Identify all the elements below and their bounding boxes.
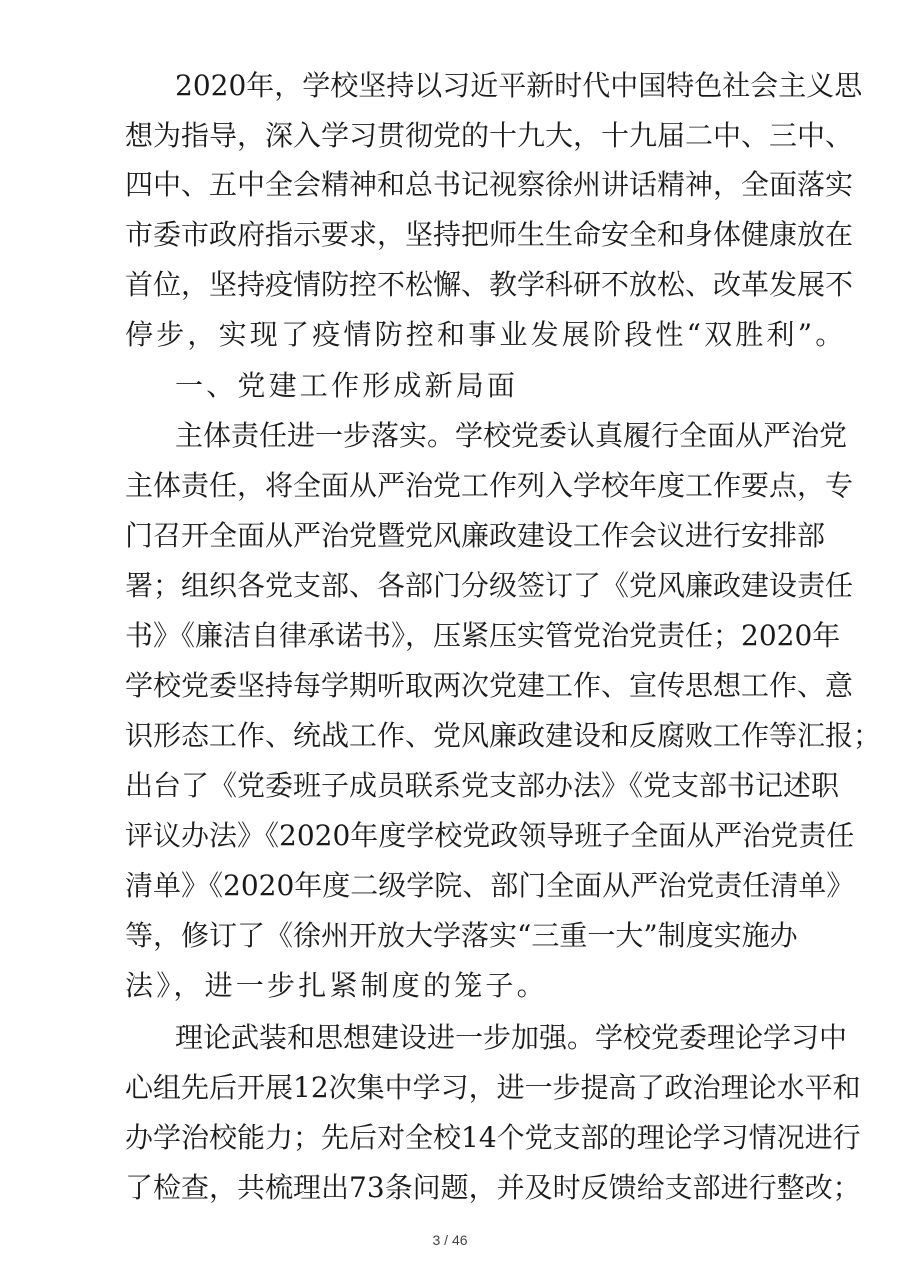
section-heading: 一、党建工作形成新局面	[175, 369, 519, 402]
paragraph-line: 等，修订了《徐州开放大学落实“三重一大”制度实施办	[125, 919, 798, 952]
paragraph-line: 心组先后开展12次集中学习，进一步提高了政治理论水平和	[125, 1071, 861, 1104]
paragraph-line: 门召开全面从严治党暨党风廉政建设工作会议进行安排部	[125, 519, 826, 552]
paragraph-line: 清单》《2020年度二级学院、部门全面从严治党责任清单》	[125, 869, 855, 902]
page-indicator: 3 / 46	[432, 1232, 468, 1248]
paragraph-line: 主体责任进一步落实。学校党委认真履行全面从严治党	[175, 419, 848, 452]
paragraph-line: 首位，坚持疫情防控不松懈、教学科研不放松、改革发展不	[125, 268, 854, 301]
paragraph-line: 办学治校能力；先后对全校14个党支部的理论学习情况进行	[125, 1121, 861, 1154]
paragraph-line: 想为指导，深入学习贯彻党的十九大，十九届二中、三中、	[125, 119, 854, 152]
paragraph-line: 出台了《党委班子成员联系党支部办法》《党支部书记述职	[125, 769, 840, 802]
paragraph-line: 识形态工作、统战工作、党风廉政建设和反腐败工作等汇报；	[125, 719, 882, 752]
paragraph-line: 书》《廉洁自律承诺书》，压紧压实管党治党责任；2020年	[125, 619, 841, 652]
paragraph-line: 停步，实现了疫情防控和事业发展阶段性“双胜利”。	[125, 318, 847, 351]
paragraph-line: 学校党委坚持每学期听取两次党建工作、宣传思想工作、意	[125, 669, 854, 702]
paragraph-line: 四中、五中全会精神和总书记视察徐州讲话精神，全面落实	[125, 168, 854, 201]
paragraph-line: 了检查，共梳理出73条问题，并及时反馈给支部进行整改；	[125, 1171, 861, 1204]
paragraph-line: 市委市政府指示要求，坚持把师生生命安全和身体健康放在	[125, 218, 854, 251]
paragraph-line: 评议办法》《2020年度学校党政领导班子全面从严治党责任	[125, 819, 855, 852]
paragraph-line: 2020年，学校坚持以习近平新时代中国特色社会主义思	[175, 69, 863, 102]
paragraph-line: 署；组织各党支部、各部门分级签订了《党风廉政建设责任	[125, 569, 854, 602]
paragraph-line: 理论武装和思想建设进一步加强。学校党委理论学习中	[175, 1021, 848, 1054]
paragraph-line: 主体责任，将全面从严治党工作列入学校年度工作要点，专	[125, 469, 854, 502]
paragraph-line: 法》，进一步扎紧制度的笼子。	[125, 969, 548, 1002]
